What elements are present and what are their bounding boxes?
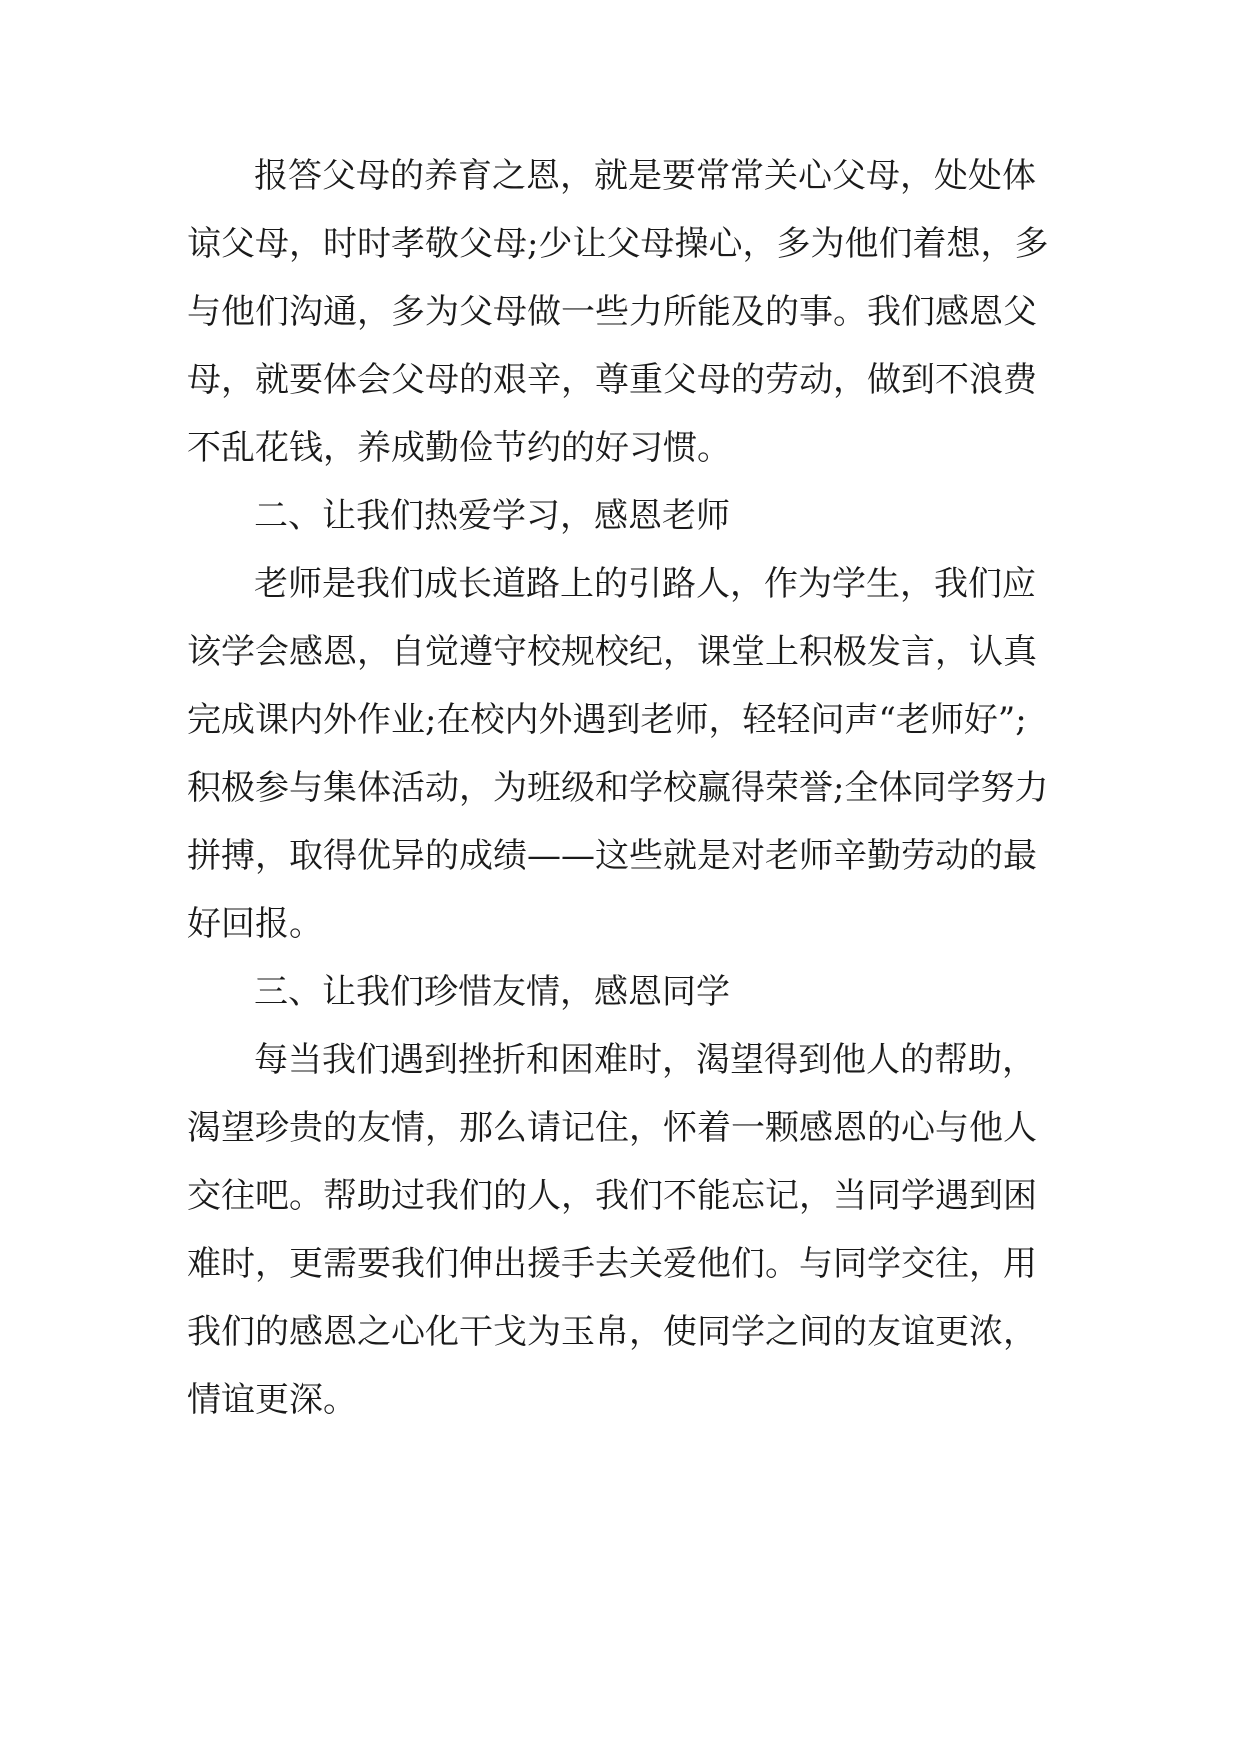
section-heading-3: 三、让我们珍惜友情，感恩同学	[254, 972, 730, 1012]
paragraph-2-line-2: 该学会感恩，自觉遵守校规校纪，课堂上积极发言，认真	[187, 632, 1037, 672]
paragraph-3-line-4: 难时，更需要我们伸出援手去关爱他们。与同学交往，用	[187, 1244, 1037, 1284]
paragraph-2-line-3: 完成课内外作业;在校内外遇到老师，轻轻问声“老师好”;	[187, 700, 1027, 740]
paragraph-2-line-1: 老师是我们成长道路上的引路人，作为学生，我们应	[254, 564, 1036, 604]
paragraph-3-line-5: 我们的感恩之心化干戈为玉帛，使同学之间的友谊更浓，	[187, 1312, 1037, 1352]
paragraph-2-line-4: 积极参与集体活动，为班级和学校赢得荣誉;全体同学努力	[187, 768, 1049, 808]
paragraph-1-line-1: 报答父母的养育之恩，就是要常常关心父母，处处体	[254, 156, 1036, 196]
paragraph-3-line-2: 渴望珍贵的友情，那么请记住，怀着一颗感恩的心与他人	[187, 1108, 1037, 1148]
paragraph-2-line-5: 拼搏，取得优异的成绩——这些就是对老师辛勤劳动的最	[187, 836, 1037, 876]
paragraph-1-line-2: 谅父母，时时孝敬父母;少让父母操心，多为他们着想，多	[187, 224, 1049, 264]
paragraph-2-line-6: 好回报。	[187, 904, 323, 944]
paragraph-1-line-5: 不乱花钱，养成勤俭节约的好习惯。	[187, 428, 731, 468]
paragraph-3-line-1: 每当我们遇到挫折和困难时，渴望得到他人的帮助，	[254, 1040, 1036, 1080]
paragraph-3-line-3: 交往吧。帮助过我们的人，我们不能忘记，当同学遇到困	[187, 1176, 1037, 1216]
paragraph-1-line-3: 与他们沟通，多为父母做一些力所能及的事。我们感恩父	[187, 292, 1037, 332]
section-heading-2: 二、让我们热爱学习，感恩老师	[254, 496, 730, 536]
paragraph-1-line-4: 母，就要体会父母的艰辛，尊重父母的劳动，做到不浪费	[187, 360, 1037, 400]
paragraph-3-line-6: 情谊更深。	[187, 1380, 357, 1420]
